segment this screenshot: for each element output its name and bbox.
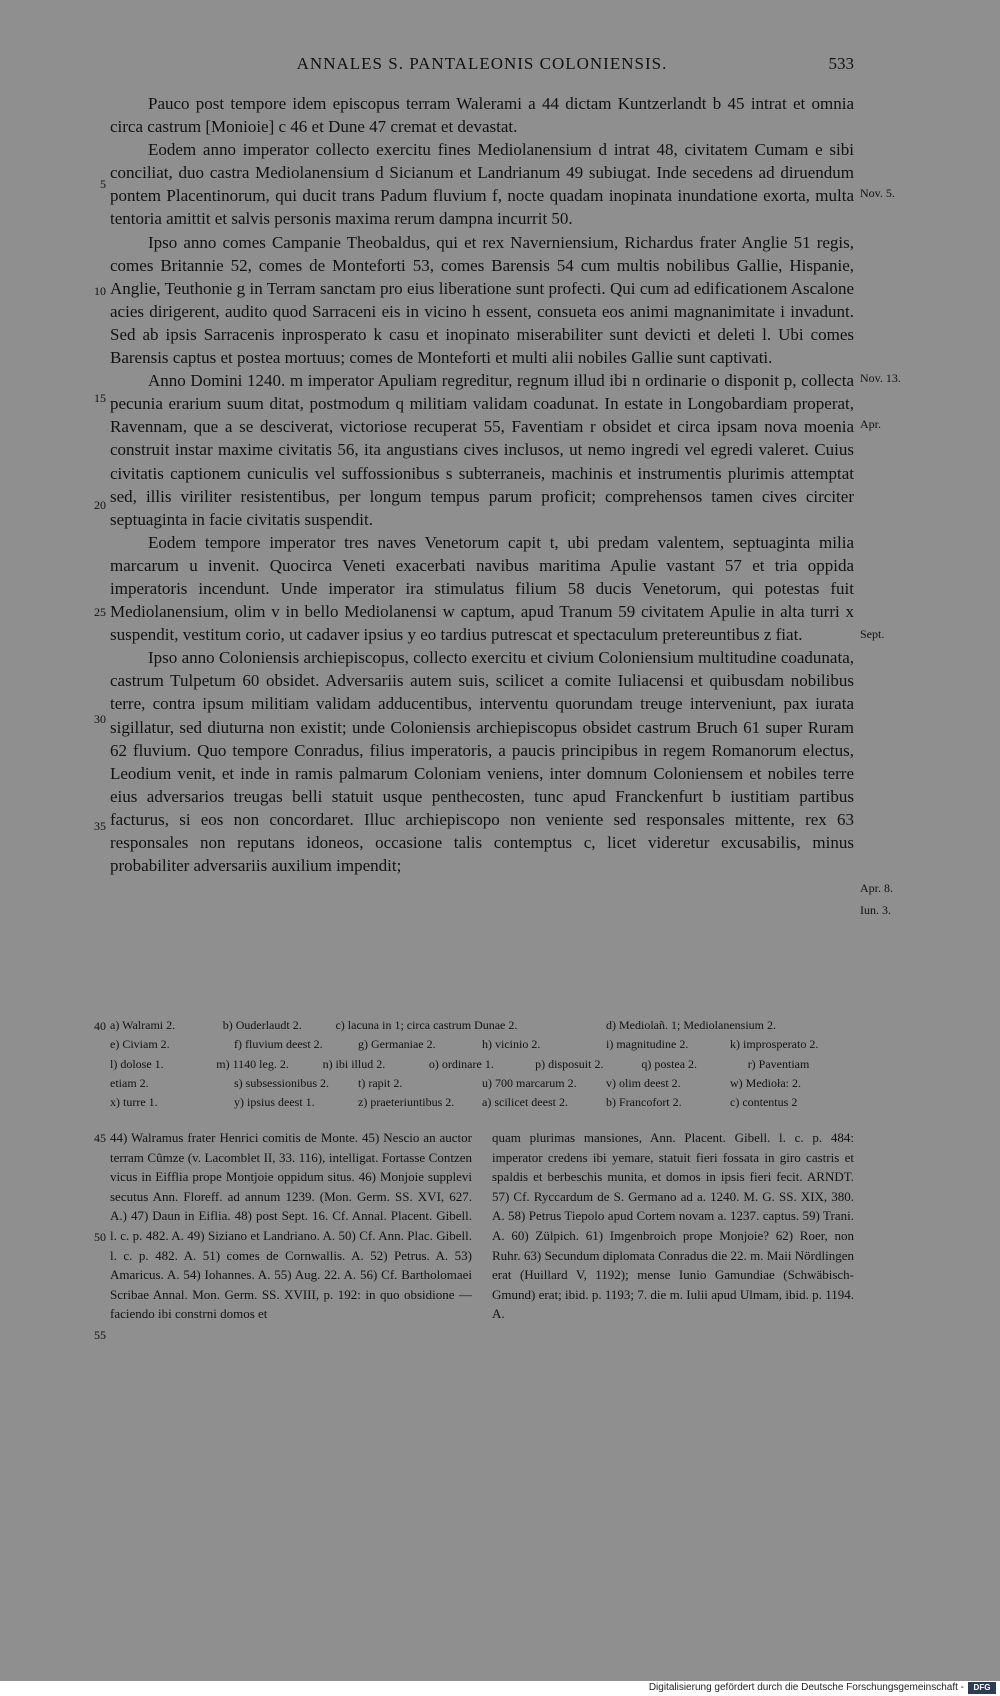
footnotes-right-column xyxy=(492,1128,854,1324)
line-number: 25 xyxy=(94,605,106,619)
margin-date: Apr. 8. xyxy=(860,881,893,895)
running-header xyxy=(110,52,854,78)
paragraph: Eodem anno imperator collecto exercitu fines Mediolanensium d intrat 48, civitatem Cumam e sibi conciliat, duo castra Mediolanensium d Sicianum et Landrianum 49 subiugat. Inde secedens ad diruendum pontem Placentinorum, qui ducit trans Padum fluvium f, nocte quadam inopinata inundatione exorta, multa tentoria amittit et salvis personis maxima rerum dampna incurrit 50. xyxy=(110,140,854,229)
footnote-text: 44) Walramus frater Henrici comitis de Monte. 45) Nescio an auctor terram Cûmze (v. Lacomblet II, 33. 116), intelligat. Fortasse Contzen vicus in Eifflia prope Montjoie oppidum situs. 46) Monjoie supplevi secutus Ann. Floreff. ad annum 1239. (Mon. Germ. SS. XVI, 627. A.) 47) Daun in Eiflia. 48) post Sept. 16. Cf. Annal. Placent. Gibell. l. c. p. 482. A. 49) Siziano et Landriano. A. 50) Cf. Ann. Plac. Gibell. l. c. p. 482. A. 51) comes de Cornwallis. A. 52) Petrus. A. 53) Amaricus. A. 54) Iohannes. A. 55) Aug. 22. A. 56) Cf. Bartholomaei Scribae Annal. Mon. Germ. SS. XVIII, p. 192: in quo obsidione — faciendo ibi constrni domos et xyxy=(110,1130,472,1322)
margin-date: Sept. xyxy=(860,627,885,641)
variant-note: f) fluvium deest 2. xyxy=(234,1037,323,1052)
variant-readings xyxy=(110,1016,854,1112)
variant-note: o) ordinare 1. xyxy=(428,1056,494,1071)
line-number: 45 xyxy=(94,1131,106,1145)
paragraph: Eodem tempore imperator tres naves Venetorum capit t, ubi predam valentem, septuaginta milia marcarum u invenit. Quocirca Veneti exacerbati navibus maritima Apulie vastant 57 et tria oppida imperatoris incendunt. Unde imperator ira stimulatus filium 58 ducis Venetorum, qui potestas fuit Mediolanensium, olim v in bello Mediolanensi w captum, apud Tranum 59 civitatem Apulie in alta turri x suspendit, vestitum corio, ut cadaver ipsius y eo tardius putrescat et spectaculum pretereuntibus z fiat. xyxy=(110,532,854,645)
margin-date: Nov. 13. xyxy=(860,371,901,385)
margin-date: Iun. 3. xyxy=(860,903,891,917)
variant-row xyxy=(110,1074,854,1093)
line-number: 50 xyxy=(94,1230,106,1244)
variant-row xyxy=(110,1035,854,1054)
line-number: 20 xyxy=(94,498,106,512)
line-number: 15 xyxy=(94,391,106,405)
footnotes-left-column xyxy=(110,1128,472,1324)
line-number: 35 xyxy=(94,819,106,833)
variant-note: u) 700 marcarum 2. xyxy=(482,1075,577,1090)
variant-note: p) disposuit 2. xyxy=(535,1056,604,1071)
variant-note: z) praeteriuntibus 2. xyxy=(358,1095,455,1110)
paragraph: Anno Domini 1240. m imperator Apuliam regreditur, regnum illud ibi n ordinarie o disponit p, collecta pecunia erarium suum ditat, postmodum q militiam validam coadunat. In estate in Longobardiam properat, Ravennam, que a se desciverat, victoriose recuperat 55, Faventiam r obsidet et circa ipsam nova moenia construit instar maxime civitatis 56, ita angustians cives inclusos, ut nemo ingredi vel egredi valeret. Cuius civitatis captionem cuniculis vel suffossionibus s subterraneis, machinis et instrumentis plurimis attemptat sed, illis viriliter resistentibus, per longum tempus parum proficit; comprehensos tamen cives circiter septuaginta in facie civitatis suspendit. xyxy=(110,371,854,529)
variant-note: r) Paventiam xyxy=(747,1056,810,1071)
page-number: 533 xyxy=(828,54,854,73)
funding-credit: Digitalisierung gefördert durch die Deutsche Forschungsgemeinschaft - xyxy=(648,1682,964,1693)
variant-note: g) Germaniae 2. xyxy=(358,1037,436,1052)
variant-note: c) lacuna in 1; circa castrum Dunae 2. xyxy=(335,1018,518,1032)
variant-note: y) ipsius deest 1. xyxy=(234,1095,315,1110)
variant-note: n) ibi illud 2. xyxy=(322,1056,386,1071)
variant-note: a) Walrami 2. xyxy=(110,1018,176,1032)
variant-note: b) Ouderlaudt 2. xyxy=(222,1018,302,1032)
variant-note: x) turre 1. xyxy=(110,1095,158,1110)
margin-date: Nov. 5. xyxy=(860,186,895,200)
footer-bar xyxy=(0,1681,1000,1696)
variant-note: e) Civiam 2. xyxy=(110,1037,170,1052)
line-number: 30 xyxy=(94,712,106,726)
variant-note: etiam 2. xyxy=(110,1075,149,1090)
variant-note: h) vicinio 2. xyxy=(482,1037,541,1052)
variant-note: m) 1140 leg. 2. xyxy=(216,1056,289,1071)
variant-row xyxy=(110,1093,854,1112)
line-number: 55 xyxy=(94,1328,106,1342)
paragraph: Ipso anno comes Campanie Theobaldus, qui et rex Naverniensium, Richardus frater Anglie 51 regis, comes Britannie 52, comes de Monteforti 53, comes Barensis 54 cum multis nobilibus Gallie, Hispanie, Anglie, Teuthonie g in Terram sanctam pro eius liberatione sunt profecti. Qui cum ad edificationem Ascalone acies dirigerent, audito quod Sarraceni eis in vicino h essent, consueta eos animi magnanimitate i invadunt. Sed ab ipsis Sarracenis inprosperato k casu et inopinato miserabiliter sunt devicti et deleti l. Ubi comes Barensis captus et postea mortuus; comes de Monteforti et multi alii nobiles Gallie sunt captivati. xyxy=(110,232,854,368)
line-number: 10 xyxy=(94,284,106,298)
variant-note: l) dolose 1. xyxy=(110,1056,164,1071)
main-text xyxy=(110,92,854,877)
footnote-text: quam plurimas mansiones, Ann. Placent. Gibell. l. c. p. 484: imperator credens ibi yemare, statuit fieri fossata in giro castris et spaldis et berbeschis munita, et domos in ipsis fieri fecit. ARNDT. 57) Cf. Ryccardum de S. Germano ad a. 1240. M. G. SS. XIX, 380. A. 58) Petrus Tiepolo apud Cortem novam a. 1237. captus. 59) Trani. A. 60) Zülpich. 61) Imgenbroich prope Monjoie? 62) Roer, non Ruhr. 63) Secundum diplomata Conradus die 22. m. Maii Nördlingen erat (Huillard V, 1192); mense Iunio Gamundiae (Schwäbisch-Gmund) erat; ibid. p. 1193; 7. die m. Iulii apud Ulmam, ibid. p. 1194. A. xyxy=(492,1130,854,1322)
line-number: 5 xyxy=(100,177,106,191)
variant-row xyxy=(110,1016,854,1035)
page-title: ANNALES S. PANTALEONIS COLONIENSIS. xyxy=(296,54,668,73)
variant-note: t) rapit 2. xyxy=(358,1075,403,1090)
variant-row xyxy=(110,1055,854,1074)
variant-note: i) magnitudine 2. xyxy=(606,1037,689,1052)
variant-note: q) postea 2. xyxy=(641,1056,698,1071)
variant-note: v) olim deest 2. xyxy=(606,1075,681,1090)
margin-date: Apr. xyxy=(860,417,881,431)
variant-note: b) Francofort 2. xyxy=(606,1095,682,1110)
variant-note: w) Medioła: 2. xyxy=(730,1075,801,1090)
footnotes xyxy=(110,1128,854,1324)
variant-note: c) contentus 2 xyxy=(730,1095,798,1110)
paragraph: Pauco post tempore idem episcopus terram Walerami a 44 dictam Kuntzerlandt b 45 intrat et omnia circa castrum [Monioie] c 46 et Dune 47 cremat et devastat. xyxy=(110,94,854,137)
variant-note: d) Mediolañ. 1; Mediolanensium 2. xyxy=(606,1018,776,1032)
variant-note: a) scilicet deest 2. xyxy=(482,1095,568,1110)
paragraph: Ipso anno Coloniensis archiepiscopus, collecto exercitu et civium Coloniensium multitudine coadunata, castrum Tulpetum 60 obsidet. Adversariis autem suis, scilicet a comite Iuliacensi et quibusdam nobilibus terre, contra ipsum militiam validam adducentibus, interventu quorundam treuge interveniunt, pax iurata sigillatur, sed diuturna non existit; unde Coloniensis archiepiscopus obsidet castrum Bruch 61 super Ruram 62 fluvium. Quo tempore Conradus, filius imperatoris, a paucis principibus in regem Romanorum electus, Leodium venit, et inde in ramis palmarum Coloniam veniens, inter domnum Coloniensem et nobiles terre eius adversarios treugas belli statuit usque penthecosten, tunc apud Franckenfurt b iustitiam partibus facturus, si eos non concordaret. Illuc archiepiscopo non veniente sed responsales mittente, rex 63 responsales non reputans idoneos, occasione talis contemptus c, licet videretur excusabilis, minus probabiliter adversariis auxilium impendit; xyxy=(110,648,854,876)
line-number: 40 xyxy=(94,1019,106,1033)
variant-note: s) subsessionibus 2. xyxy=(234,1075,330,1090)
dfg-logo: DFG xyxy=(968,1682,996,1694)
variant-note: k) improsperato 2. xyxy=(730,1037,819,1052)
